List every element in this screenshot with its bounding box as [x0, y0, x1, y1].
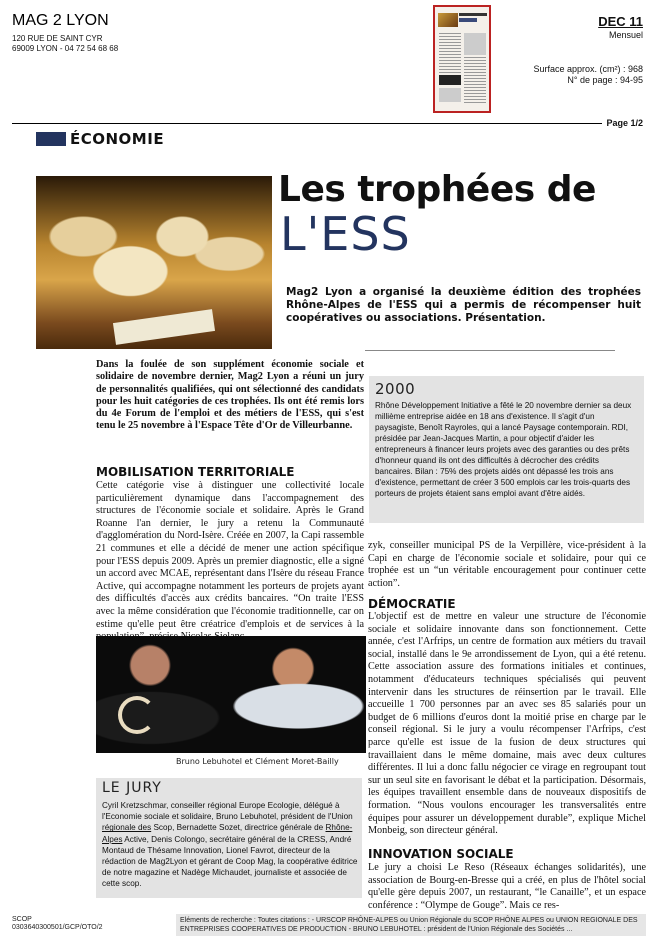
section-color-bar — [36, 132, 66, 146]
body-innovation-sociale: Le jury a choisi Le Reso (Réseaux échanges solidarités), une association de Bourg-en-Bresse qui a créé, en plus de l'hôtel social qu'elle gère depuis 2007, un restaurant, “le Canaille”, et un espace conférence : “Olympe de Gouge”. Mais ce res- — [368, 862, 646, 911]
surface-area: Surface approx. (cm²) : 968 — [533, 64, 643, 74]
search-elements-box: Eléments de recherche : Toutes citations : - URSCOP RHÔNE-ALPES ou Union Régionale du SCOP RHÔNE ALPES ou UNION REGIONALE DES ENTREPRISES COOPERATIVES DE PRODUCTION - BRUNO LEBUHOTEL : président de l'Union Régionale des Sociétés ... — [176, 914, 646, 936]
box-2000-text: Rhône Développement Initiative a fêté le 20 novembre dernier sa deux millième entreprise aidée en 18 ans d'existence. Il s'agit d'un paysagiste, Benoît Rayroles, qui a lancé Paysage contemporain. RDI, présidée par Jean-Jacques Martin, a pour objectif d'aider les entrepreneurs à financer leurs projets avec des garanties ou des prêts d'honneur quand ils ont des difficultés à décrocher des crédits bancaires. Bilan : 75% des projets aidés ont dépassé les trois ans d'existence, permettant de créer 3 500 emplois car les trois-quarts des porteurs de projets étaient sans emploi avant d'être aidés. — [375, 401, 632, 498]
header-divider — [12, 123, 602, 124]
jury-text: Cyril Kretzschmar, conseiller régional Europe Ecologie, délégué à l'Economie sociale et solidaire, Bruno Lebuhotel, président de l'Union régionale des Scop, Bernadette Sozet, directrice générale de Rhône-Alpes Active, Denis Colongo, secrétaire général de la CRESS, André Montaud de Thésame Innovation, Lionel Favrot, directeur de la rédaction de Mag2Lyon et gérant de Coop Mag, la coopérative éditrice de notre magazine et Nadège Michaudet, journaliste et associée de cette scop. — [102, 801, 358, 889]
photo-caption: Bruno Lebuhotel et Clément Moret-Bailly — [176, 757, 339, 766]
article-intro: Dans la foulée de son supplément économie sociale et solidaire de novembre dernier, Mag2 Lyon a réuni un jury de personnalités qualifiées, qui ont sélectionné des candidats pour les huit catégories de ces trophées. Ils ont été remis lors du 4e Forum de l'emploi et des métiers de l'ESS, qui s'est tenu le 25 novembre à l'Espace Tête d'Or de Villeurbanne. — [96, 359, 364, 432]
heading-mobilisation: MOBILISATION TERRITORIALE — [96, 465, 295, 479]
publication-address — [12, 34, 118, 54]
headline-line-1: Les trophées de — [278, 169, 596, 210]
page-number: N° de page : 94-95 — [567, 75, 643, 85]
column-divider — [365, 350, 615, 351]
body-mobilisation-continued: zyk, conseiller municipal PS de la Verpillère, vice-président à la Capi en charge de l'économie sociale et solidaire, pour qui ce trophée est un “un véritable encouragement pour continuer cette action”. — [368, 540, 646, 589]
jury-title: LE JURY — [102, 780, 162, 796]
issue-date: DEC 11 — [598, 14, 643, 29]
sidebar-box-2000 — [369, 376, 644, 523]
jury-box — [96, 778, 362, 898]
page-label: Page 1/2 — [602, 118, 643, 128]
footer-reference — [12, 916, 103, 932]
headline-line-2: L'ESS — [280, 207, 411, 261]
box-2000-title: 2000 — [375, 380, 416, 398]
heading-democratie: DÉMOCRATIE — [368, 597, 456, 611]
address-line-1: 120 RUE DE SAINT CYR — [12, 34, 103, 43]
speakers-photo — [96, 636, 366, 753]
heading-innovation-sociale: INNOVATION SOCIALE — [368, 847, 514, 861]
address-line-2: 69009 LYON - 04 72 54 68 68 — [12, 44, 119, 53]
footer-tag: SCOP — [12, 916, 32, 923]
footer-ref-code: 0303640300501/GCP/OTO/2 — [12, 924, 103, 931]
publication-name: MAG 2 LYON — [12, 12, 109, 29]
trophies-photo — [36, 176, 272, 349]
article-lede: Mag2 Lyon a organisé la deuxième édition des trophées Rhône-Alpes de l'ESS qui a permis de récompenser huit coopératives ou associations. Présentation. — [286, 286, 641, 324]
body-mobilisation: Cette catégorie vise à distinguer une collectivité locale particulièrement dynamique dans l'accompagnement des structures de l'économie sociale et solidaire. Après le Grand Roanne l'an dernier, le jury a retenu la Communauté d'agglomération du Nord-Isère. Créée en 2007, la Capi rassemble 21 communes et elle a décidé de mener une action spécifique pour l'ESS depuis 2009. Après un premier diagnostic, elle a signé un accord avec MCAE, représentant dans l'Isère du réseau France Active, qui accompagne notamment les porteurs de projets ayant des difficultés d'accès aux crédits bancaires. “On traite l'ESS avec la même considération que l'économie traditionnelle, car on estime qu'elle peut être créatrice d'emplois et de services à la — [96, 480, 364, 630]
section-title: ÉCONOMIE — [70, 130, 165, 148]
body-democratie: L'objectif est de mettre en valeur une structure de l'économie sociale et solidaire innovante dans son fonctionnement. Cette année, c'est l'Arfrips, un centre de formation aux métiers du travail social, installé dans le 9e arrondissement de Lyon, qui a été retenu. Cette association assure des formations initiales et continues, notamment d'éducateurs techniques spécialisés qui peuvent intervenir dans les structures de réinsertion par le travail. Elle accueille 1 700 personnes par an avec ses 85 salariés pour un budget de 6 millions d'euros dont la moitié prise en charge par le conseil régional. Si le jury a voulu récompenser l'Arfrips, c'est parce qu'elle est issue de la fusion de deux structures qui travaillaient dans le même domaine, mais avec deux cultures différentes. Il lui a donc fallu négocier ce virage en regroupant tout sur un seul site en favorisant le débat et la participation. Désormais, les équipes travaillent ensemble dans de nouveaux dispositifs de formation. “Nous voulons encourager les transversalités entre équipes pour assurer un développement durable”, explique Michel Monbeig, son directeur général. — [368, 611, 646, 837]
frequency: Mensuel — [608, 30, 643, 40]
page-thumbnail — [433, 5, 491, 113]
